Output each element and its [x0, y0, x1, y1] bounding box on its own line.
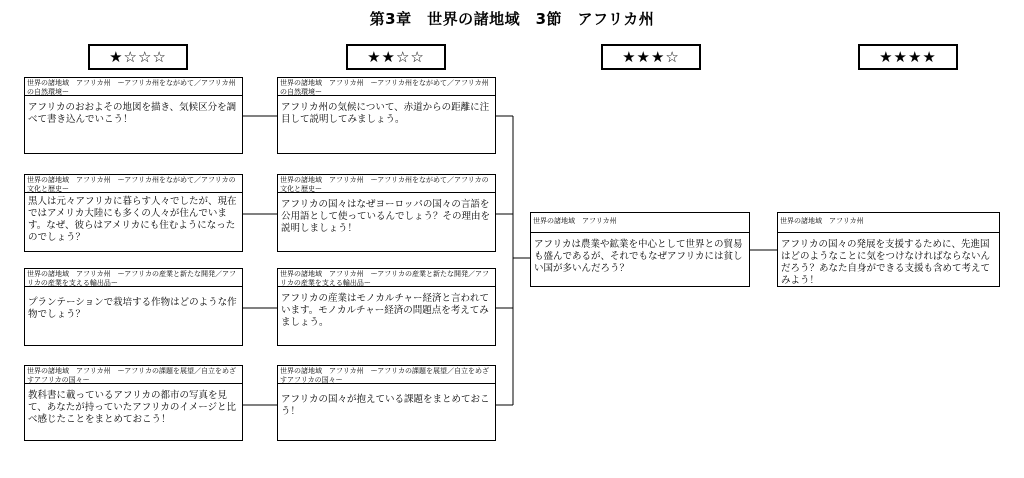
card-question: アフリカの国々の発展を支援するために、先進国はどのようなことに気をつけなければならないんだろう？あなた自身ができる支援も含めて考えてみよう！ — [781, 239, 991, 286]
card-l1-2 — [24, 174, 243, 252]
card-l2-4 — [277, 365, 496, 441]
card-header: 世界の諸地域 アフリカ州 ーアフリカの産業と新たな開発／アフリカの産業を支える輸出品ー — [278, 269, 495, 287]
level-3-badge: ★★★☆ — [601, 44, 701, 70]
level-4-badge: ★★★★ — [858, 44, 958, 70]
card-header: 世界の諸地域 アフリカ州 ーアフリカの課題を展望／自立をめざすアフリカの国々ー — [25, 366, 242, 384]
card-l3 — [530, 212, 750, 287]
card-header: 世界の諸地域 アフリカ州 ーアフリカ州をながめて／アフリカの文化と歴史ー — [278, 175, 495, 193]
card-l2-3 — [277, 268, 496, 346]
card-l1-1 — [24, 77, 243, 154]
card-header: 世界の諸地域 アフリカ州 ーアフリカ州をながめて／アフリカ州の自然環境ー — [278, 78, 495, 96]
level-2-badge: ★★☆☆ — [346, 44, 446, 70]
card-question: プランテーションで栽培する作物はどのような作物でしょう？ — [28, 297, 237, 320]
card-question: 黒人は元々アフリカに暮らす人々でしたが、現在ではアメリカ大陸にも多くの人々が住んでいます。なぜ、彼らはアメリカにも住むようになったのでしょう？ — [28, 196, 237, 243]
card-header: 世界の諸地域 アフリカ州 ーアフリカの産業と新たな開発／アフリカの産業を支える輸出品ー — [25, 269, 242, 287]
card-header: 世界の諸地域 アフリカ州 ーアフリカ州をながめて／アフリカ州の自然環境ー — [25, 78, 242, 96]
card-l1-4 — [24, 365, 243, 441]
card-question: アフリカの産業はモノカルチャー経済と言われています。モノカルチャー経済の問題点を考えてみましょう。 — [281, 293, 490, 328]
card-l2-2 — [277, 174, 496, 252]
card-question: アフリカの国々が抱えている課題をまとめておこう！ — [281, 394, 490, 417]
card-l1-3 — [24, 268, 243, 346]
card-question: 教科書に載っているアフリカの都市の写真を見て、あなたが持っていたアフリカのイメージと比べ感じたことをまとめておこう！ — [28, 390, 237, 425]
card-header: 世界の諸地域 アフリカ州 ーアフリカ州をながめて／アフリカの文化と歴史ー — [25, 175, 242, 193]
page-title: 第3章 世界の諸地域 3節 アフリカ州 — [369, 10, 655, 28]
card-header: 世界の諸地域 アフリカ州 ーアフリカの課題を展望／自立をめざすアフリカの国々ー — [278, 366, 495, 384]
card-l4 — [777, 212, 1000, 287]
card-header: 世界の諸地域 アフリカ州 — [531, 213, 749, 233]
card-question: アフリカのおおよその地図を描き、気候区分を調べて書き込んでいこう！ — [28, 102, 237, 125]
level-1-badge: ★☆☆☆ — [88, 44, 188, 70]
card-question: アフリカは農業や鉱業を中心として世界との貿易も盛んであるが、それでもなぜアフリカには貧しい国が多いんだろう？ — [534, 239, 743, 274]
card-question: アフリカの国々はなぜヨーロッパの国々の言語を公用語として使っているんでしょう？その理由を説明しましょう！ — [281, 199, 491, 234]
card-question: アフリカ州の気候について、赤道からの距離に注目して説明してみましょう。 — [281, 102, 490, 125]
card-l2-1 — [277, 77, 496, 154]
card-header: 世界の諸地域 アフリカ州 — [778, 213, 999, 233]
